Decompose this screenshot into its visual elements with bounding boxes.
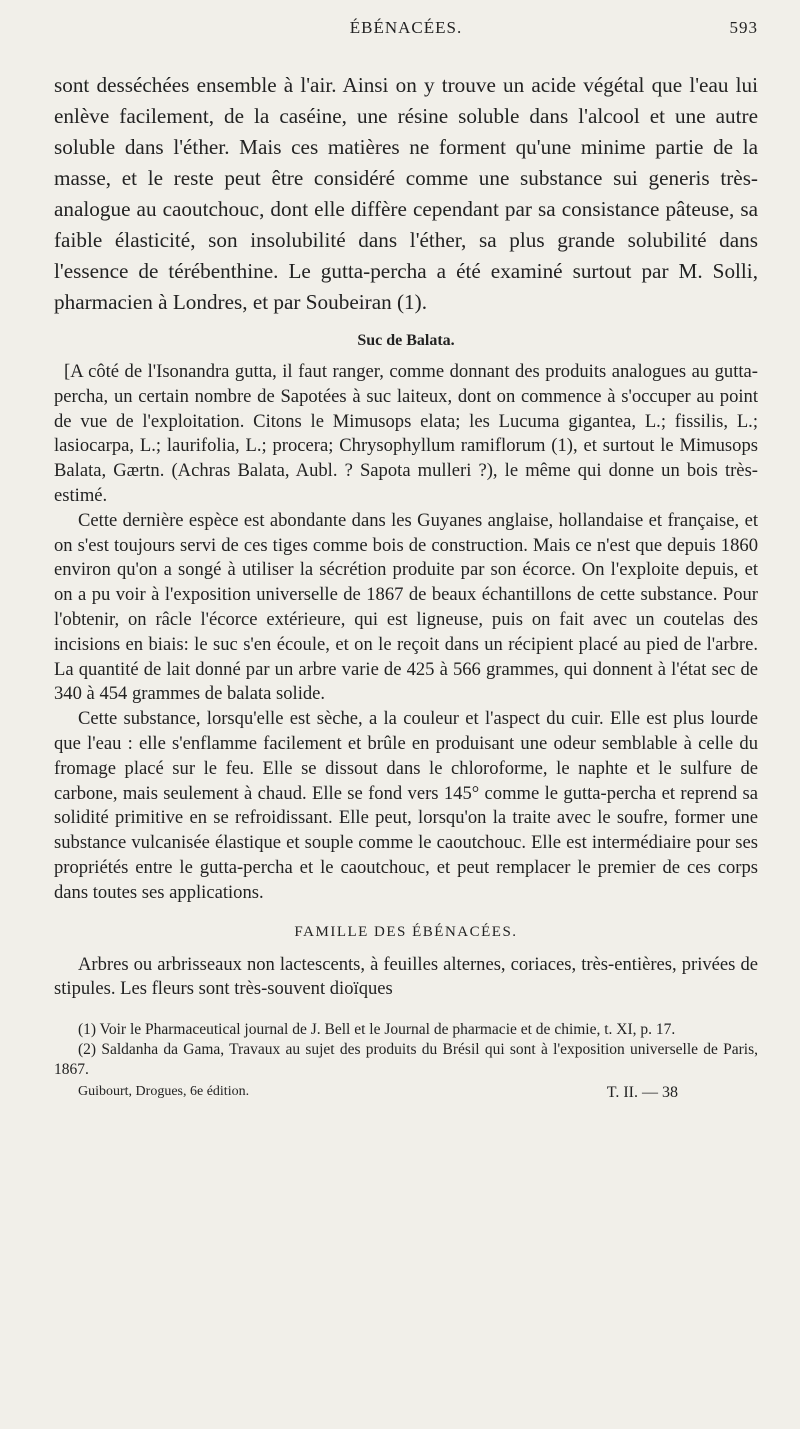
balata-paragraph-3: Cette substance, lorsqu'elle est sèche, a la couleur et l'aspect du cuir. Elle est plus lourde que l'eau : elle s'enflamme facilement et brûle en produisant une odeur semblable à celle du fromage placé sur le feu. Elle se dissout dans le chloroforme, le naphte et le sulfure de carbone, mais seulement à chaud. Elle se fond vers 145° comme le gutta-percha et reprend sa solidité primitive en se refroidissant. Elle peut, lorsqu'on la traite avec le soufre, former une substance vulcanisée élastique et souple comme le caoutchouc. Elle est intermédiaire pour ses propriétés entre le gutta-percha et le caoutchouc, et peut remplacer le premier de ces corps dans toutes ses applications. <box>54 708 758 903</box>
imprint-right: T. II. — 38 <box>606 1084 678 1102</box>
intro-paragraph: sont desséchées ensemble à l'air. Ainsi on y trouve un acide végétal que l'eau lui enlève facilement, de la caséine, une résine soluble dans l'alcool et une autre soluble dans l'éther. Mais ces matières ne forment qu'une minime partie de la masse, et le reste peut être considéré comme une substance sui generis très-analogue au caoutchouc, dont elle diffère cependant par sa consistance pâteuse, sa faible élasticité, son insolubilité dans l'éther, sa plus grande solubilité dans l'essence de térébenthine. Le gutta-percha a été examiné surtout par M. Solli, pharmacien à Londres, et par Soubeiran (1). <box>54 73 758 314</box>
footnotes <box>54 1020 758 1080</box>
balata-paragraph-1: [A côté de l'Isonandra gutta, il faut ranger, comme donnant des produits analogues au gutta-percha, un certain nombre de Sapotées à suc laiteux, dont on commence à s'occuper au point de vue de l'exploitation. Citons le Mimusops elata; les Lucuma gigantea, L.; fissilis, L.; lasiocarpa, L.; laurifolia, L.; procera; Chrysophyllum ramiflorum (1), et surtout le Mimusops Balata, Gærtn. (Achras Balata, Aubl. ? Sapota mulleri ?), le même qui donne un bois très-estimé. <box>54 361 758 506</box>
balata-paragraph-2: Cette dernière espèce est abondante dans les Guyanes anglaise, hollandaise et française, et on s'est toujours servi de ces tiges comme bois de construction. Mais ce n'est que depuis 1860 environ qu'on a songé à utiliser la sécrétion produite par son écorce. On l'exploite depuis, et on a pu voir à l'exposition universelle de 1867 de beaux échantillons de cette substance. Pour l'obtenir, on râcle l'écorce extérieure, qui est ligneuse, puis on fait avec un coutelas des incisions en biais: le suc s'en écoule, et on le reçoit dans un récipient placé au pied de l'arbre. La quantité de lait donné par un arbre varie de 425 à 566 grammes, qui donnent à l'état sec de 340 à 454 grammes de balata solide. <box>54 509 758 705</box>
running-title: ÉBÉNACÉES. <box>349 18 463 37</box>
footnote-2: (2) Saldanha da Gama, Travaux au sujet des produits du Brésil qui sont à l'exposition universelle de Paris, 1867. <box>54 1041 758 1079</box>
family-paragraph: Arbres ou arbrisseaux non lactescents, à feuilles alternes, coriaces, très-entières, privées de stipules. Les fleurs sont très-souvent dioïques <box>54 953 758 1000</box>
imprint-left: Guibourt, Drogues, 6e édition. <box>78 1084 250 1100</box>
footnote-1: (1) Voir le Pharmaceutical journal de J. Bell et le Journal de pharmacie et de chimie, t. XI, p. 17. <box>78 1021 676 1039</box>
family-heading: FAMILLE DES ÉBÉNACÉES. <box>294 923 518 940</box>
running-head <box>54 18 758 42</box>
page-number: 593 <box>729 18 758 37</box>
section-heading: Suc de Balata. <box>357 332 455 349</box>
imprint <box>54 1084 758 1108</box>
